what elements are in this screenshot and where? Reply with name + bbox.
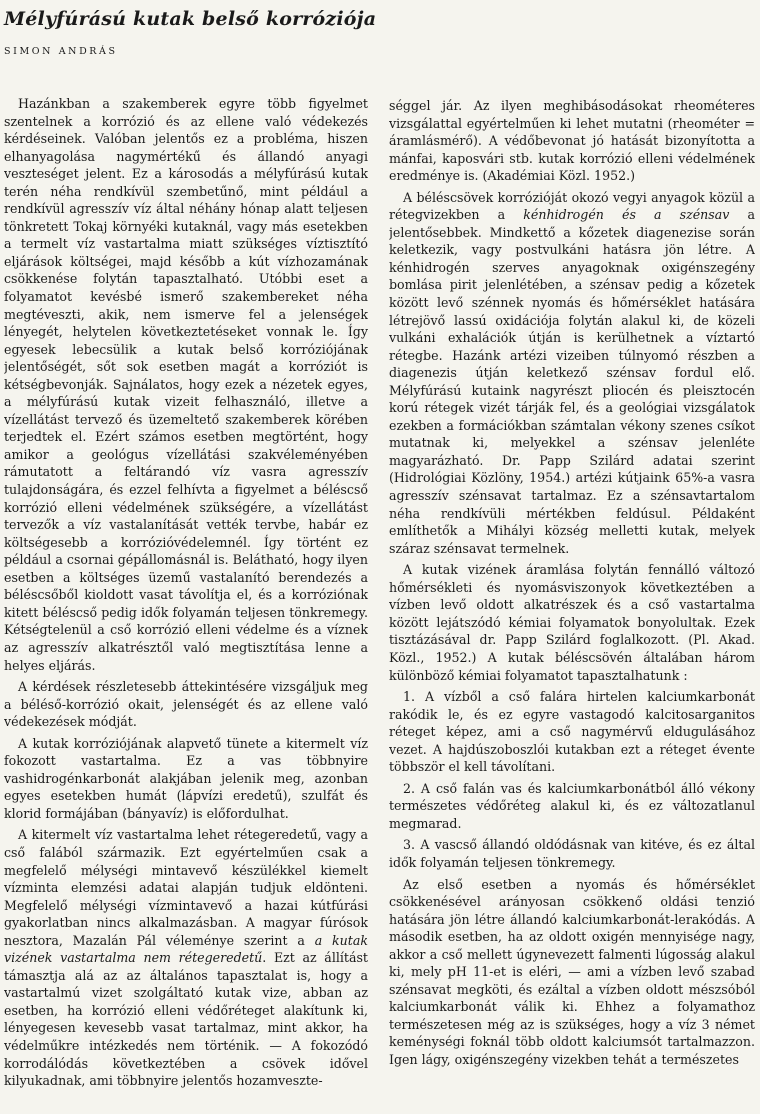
right-column <box>389 97 755 1114</box>
paragraph: A kérdések részletesebb áttekintésére vizsgáljuk meg a béléső-korrózió okait, jelenségét és az ellene való védekezések módját. <box>4 679 368 730</box>
paragraph: séggel jár. Az ilyen meghibásodásokat rheométeres vizsgálattal egyértelműen ki lehet mutatni (rheométer = áramlásmérő). A védőbevonat jó hatását bizonyította a mánfai, kaposvári stb. kutak korrózió elleni védelmének eredménye is. (Akadémiai Közl. 1952.) <box>389 98 755 184</box>
article-title: Mélyfúrású kutak belső korróziója <box>4 8 377 30</box>
left-column <box>4 95 368 1114</box>
paragraph: A kutak korróziójának alapvető tünete a kitermelt víz fokozott vastartalma. Ez a vas többnyire vashidrogénkarbonát alakjában jelenik meg, azonban egyes esetekben humát (lápvízi eredetű), szulfát és klorid formájában (bányavíz) is előfordulhat. <box>4 735 368 821</box>
paragraph-text: a jelentősebbek. Mindkettő a kőzetek diagenezise során keletkezik, vagy postvulkáni hatásra jön létre. A kénhidrogén szerves anyagoknak oxigénszegény bomlása pirit jelenlétében, a szénsav pedig a kőzetek között levő szénnek nyomás és hőmérséklet hatására létrejövő lassú oxidációja folytán alakul ki, de közeli vulkáni exhalációk útján is kerülhetnek a víztartó rétegbe. Hazánk artézi vizeiben túlnyomó részben a diagenezis útján keletkező szénsav fordul elő. Mélyfúrású kutaink nagyrészt pliocén és pleisztocén korú rétegek vizét tárják fel, és a geológiai vizsgálatok ezekben a formációkban számtalan vékony szenes csíkot mutatnak ki, melyekkel a szénsav jelenléte magyarázható. Dr. Papp Szilárd adatai szerint (Hidrológiai Közlöny, 1954.) artézi kútjaink 65%-a vasra agresszív szénsavat tartalmaz. Ez a szénsavtartalom néha rendkívüli mértékben feldúsul. Példaként említhetők a Mihályi község melletti kutak, melyek száraz szénsavat termelnek. <box>389 207 755 556</box>
list-item: 3. A vascső állandó oldódásnak van kitéve, és ez által idők folyamán teljesen tönkremegy. <box>389 837 755 870</box>
paragraph: Hazánkban a szakemberek egyre több figyelmet szentelnek a korrózió és az ellene való védekezés kérdéseinek. Valóban jelentős ez a probléma, hiszen elhanyagolása nagymértékű és állandó anyagi veszteséget jelent. Ez a károsodás a mélyfúrású kutak terén néha rendkívül szembetűnő, mint például a rendkívül agresszív víz által néhány hónap alatt teljesen tönkretett Tokaj környéki kutaknál, vagy más esetekben a termelt víz vastartalma miatt szükséges víztisztító eljárások költségei, majd később a kút vízhozamának csökkenése folytán tapasztalható. Utóbbi eset a folyamatot kevésbé ismerő szakembereket néha megtéveszti, akik, nem ismerve fel a jelenségek lényegét, helytelen következtetéseket vonnak le. Így egyesek lebecsülik a kutak belső korróziójának jelentőségét, sőt sok esetben magát a korróziót is kétségbevonják. Sajnálatos, hogy ezek a nézetek egyes, a mélyfúrású kutak vizeit felhasználó, illetve a vízellátást tervező és üzemeltető szakemberek körében terjedtek el. Ezért számos esetben megtörtént, hogy amikor a geológus vízellátási szakvéleményében rámutatott a feltárandó víz vasra agresszív tulajdonságára, és ezzel felhívta a figyelmet a béléscső korrózió elleni védelmének szükségére, a vízellátást tervezők a víz vastalanítását vették tervbe, habár ez költségesebb a korrózióvédelemnél. Így történt ez például a csornai gépállomásnál is. Belátható, hogy ilyen esetben a költséges üzemű vastalanító berendezés a béléscsőből kioldott vasat távolítja el, és a korróziónak kitett béléscső pedig idők folyamán teljesen tönkremegy. Kétségtelenül a cső korrózió elleni védelme és a víznek az agresszív alkatrésztől való megtisztítása lenne a helyes eljárás. <box>4 96 368 673</box>
list-item: 2. A cső falán vas és kalciumkarbonátból álló vékony természetes védőréteg alakul ki, és ez változatlanul megmarad. <box>389 780 755 831</box>
paragraph-text: A kitermelt víz vastartalma lehet rétegeredetű, vagy a cső falából származik. Ezt egyértelműen csak a megfelelő mélységi mintavevő készülékkel kiemelt vízminta elemzési adatai alapján tudjuk eldönteni. Megfelelő mélységi vízmintavevő a hazai kútfúrási gyakorlatban nincs alkalmazásban. A magyar fúrósok nesztora, Mazalán Pál véleménye szerint a <box>4 827 368 948</box>
paragraph: Az első esetben a nyomás és hőmérséklet csökkenésével arányosan csökkenő oldási tenzió hatására jön létre állandó kalciumkarbonát-lerakódás. A második esetben, ha az oldott oxigén mennyisége nagy, akkor a cső mellett úgynevezett falmenti lúgosság alakul ki, mely pH 11-et is eléri, — ami a vízben levő szabad szénsavat megköti, és ezáltal a vízben oldott mészsóból kalciumkarbonát válik ki. Ehhez a folyamathoz természetesen még az is szükséges, hogy a víz 3 német keménységi foknál több oldott kalciumsót tartalmazzon. Igen lágy, oxigénszegény vizekben tehát a természetes <box>389 876 755 1067</box>
paragraph-text: A béléscsövek korrózióját okozó vegyi anyagok közül a rétegvizekben a <box>389 189 755 223</box>
article-author: SIMON ANDRÁS <box>4 46 118 57</box>
paragraph: A kutak vizének áramlása folytán fennálló változó hőmérsékleti és nyomásviszonyok következtében a vízben levő oldott alkatrészek és a cső vastartalma között lejátszódó kémiai folyamatok bonyolultak. Ezek tisztázásával dr. Papp Szilárd foglalkozott. (Pl. Akad. Közl., 1952.) A kutak béléscsövén általában három különböző kémiai folyamatot tapasztalhatunk : <box>389 562 755 683</box>
paragraph <box>389 189 755 557</box>
emphasis-text: kénhidrogén és a szénsav <box>523 207 730 223</box>
paragraph <box>4 826 368 1089</box>
emphasis-text: a kutak vizének vastartalma nem rétegeredetű <box>4 932 368 966</box>
list-item: 1. A vízből a cső falára hirtelen kalciumkarbonát rakódik le, és ez egyre vastagodó kalcitosarganitos réteget képez, ami a cső nagymérvű eldugulásához vezet. A hajdúszoboszlói kutakban ezt a réteget évente többször el kell távolítani. <box>389 689 755 775</box>
paragraph-text: . Ezt az állítást támasztja alá az az általános tapasztalat is, hogy a vastartalmú vizet szolgáltató kutak vize, abban az esetben, ha korrózió elleni védőréteget alakítunk ki, lényegesen kevesebb vasat tartalmaz, mint akkor, ha védelműkre intézkedés nem történik. — A fokozódó korrodálódás következtében a csövek idővel kilyukadnak, ami többnyire jelentős hozamveszte- <box>4 950 368 1089</box>
